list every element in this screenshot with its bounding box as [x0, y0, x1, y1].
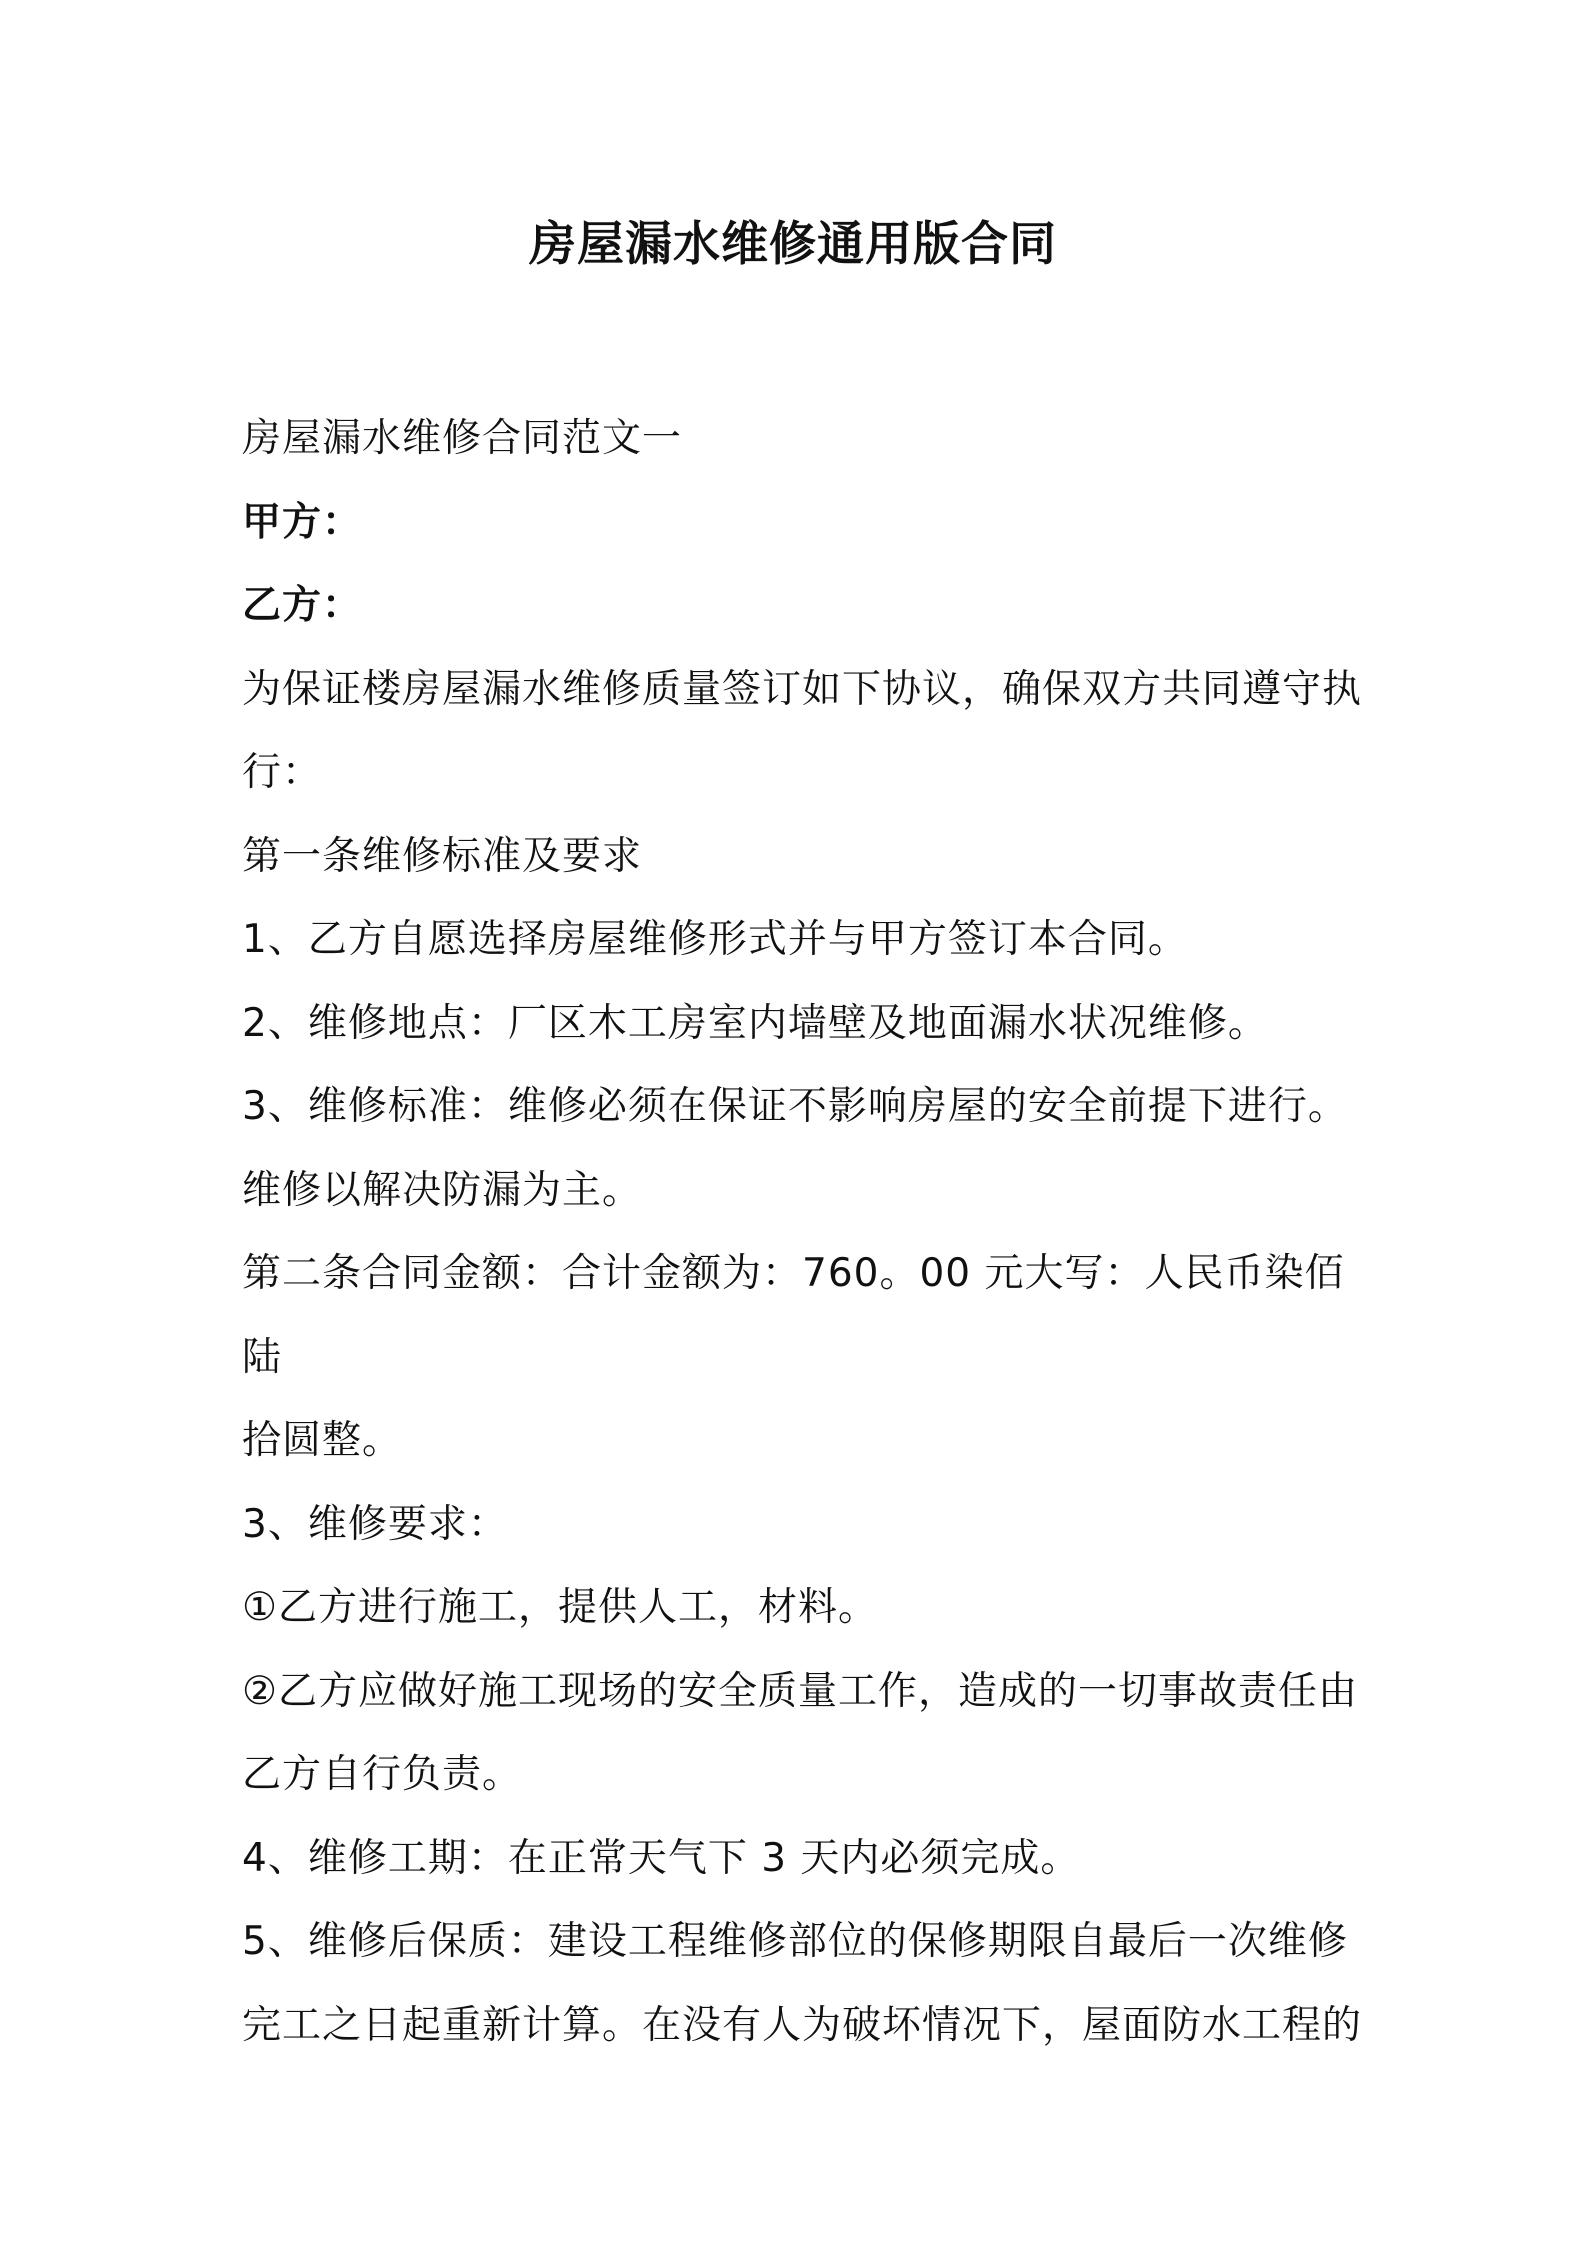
body-line: 5、维修后保质：建设工程维修部位的保修期限自最后一次维修: [242, 1919, 1348, 1964]
body-line: 乙方自行负责。: [242, 1752, 523, 1797]
party-b-line: 乙方：: [242, 583, 363, 628]
body-line: 维修以解决防漏为主。: [242, 1167, 643, 1213]
body-line: 拾圆整。: [242, 1418, 403, 1463]
section-heading: 第一条维修标准及要求: [242, 833, 643, 879]
body-line: ②乙方应做好施工现场的安全质量工作，造成的一切事故责任由: [242, 1668, 1358, 1714]
body-line: 1、乙方自愿选择房屋维修形式并与甲方签订本合同。: [242, 917, 1188, 962]
body-line: 完工之日起重新计算。在没有人为破坏情况下，屋面防水工程的: [242, 2002, 1363, 2048]
subtitle-line: 房屋漏水维修合同范文一: [242, 416, 683, 461]
body-line: ①乙方进行施工，提供人工，材料。: [242, 1585, 878, 1630]
document-body: [242, 397, 1362, 2067]
section-heading: 第二条合同金额：合计金额为：760。00 元大写：人民币染佰陆: [242, 1251, 1345, 1380]
body-line: 为保证楼房屋漏水维修质量签订如下协议，确保双方共同遵守执: [242, 666, 1363, 712]
document-title: 房屋漏水维修通用版合同: [529, 217, 1057, 272]
body-line: 3、维修要求：: [242, 1501, 508, 1547]
party-a-line: 甲方：: [242, 499, 363, 545]
body-line: 4、维修工期：在正常天气下 3 天内必须完成。: [242, 1835, 1081, 1881]
body-line: 3、维修标准：维修必须在保证不影响房屋的安全前提下进行。: [242, 1084, 1348, 1129]
body-line: 2、维修地点：厂区木工房室内墙壁及地面漏水状况维修。: [242, 1000, 1268, 1046]
body-line: 行：: [242, 750, 323, 795]
